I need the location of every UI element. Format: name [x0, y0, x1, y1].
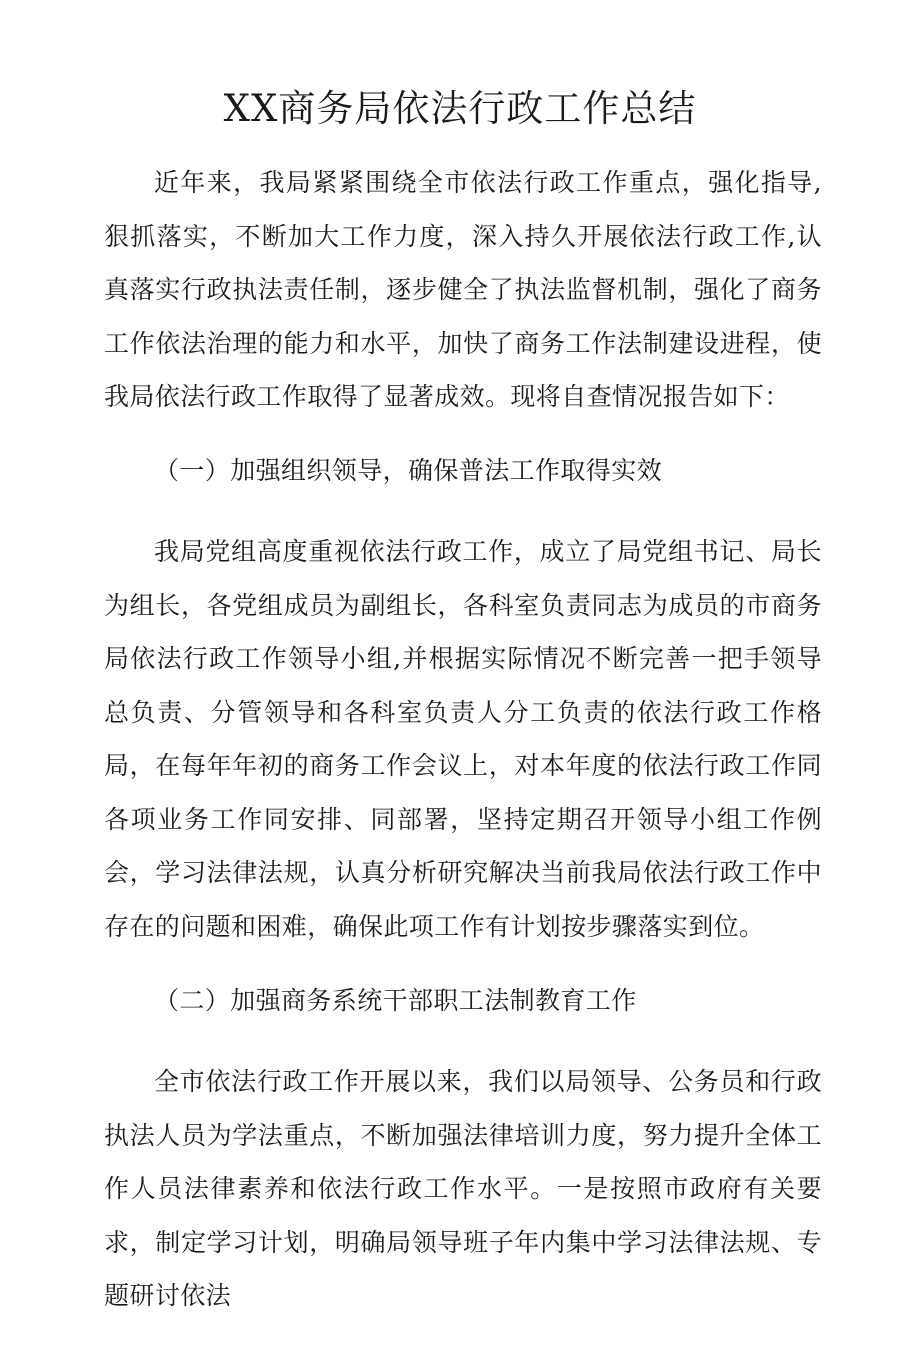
section-heading-2: （二）加强商务系统干部职工法制教育工作 [154, 986, 637, 1015]
document-title: XX商务局依法行政工作总结 [223, 87, 697, 130]
section-body-1: 我局党组高度重视依法行政工作，成立了局党组书记、局长为组长，各党组成员为副组长，各科室负责同志为成员的市商务局依法行政工作领导小组,并根据实际情况不断完善一把手领导总负责、分管领导和各科室负责人分工负责的依法行政工作格局，在每年年初的商务工作会议上，对本年度的依法行政工作同各项业务工作同安排、同部署，坚持定期召开领导小组工作例会，学习法律法规，认真分析研究解决当前我局依法行政工作中存在的问题和困难，确保此项工作有计划按步骤落实到位。 [104, 537, 822, 941]
section-heading-1: （一）加强组织领导，确保普法工作取得实效 [154, 456, 663, 485]
section-body-2: 全市依法行政工作开展以来，我们以局领导、公务员和行政执法人员为学法重点，不断加强法律培训力度，努力提升全体工作人员法律素养和依法行政工作水平。一是按照市政府有关要求，制定学习计划，明确局领导班子年内集中学习法律法规、专题研讨依法 [104, 1067, 822, 1310]
intro-paragraph: 近年来，我局紧紧围绕全市依法行政工作重点，强化指导,狠抓落实，不断加大工作力度，深入持久开展依法行政工作,认真落实行政执法责任制，逐步健全了执法监督机制，强化了商务工作依法治理的能力和水平，加快了商务工作法制建设进程，使我局依法行政工作取得了显著成效。现将自查情况报告如下： [104, 168, 822, 411]
